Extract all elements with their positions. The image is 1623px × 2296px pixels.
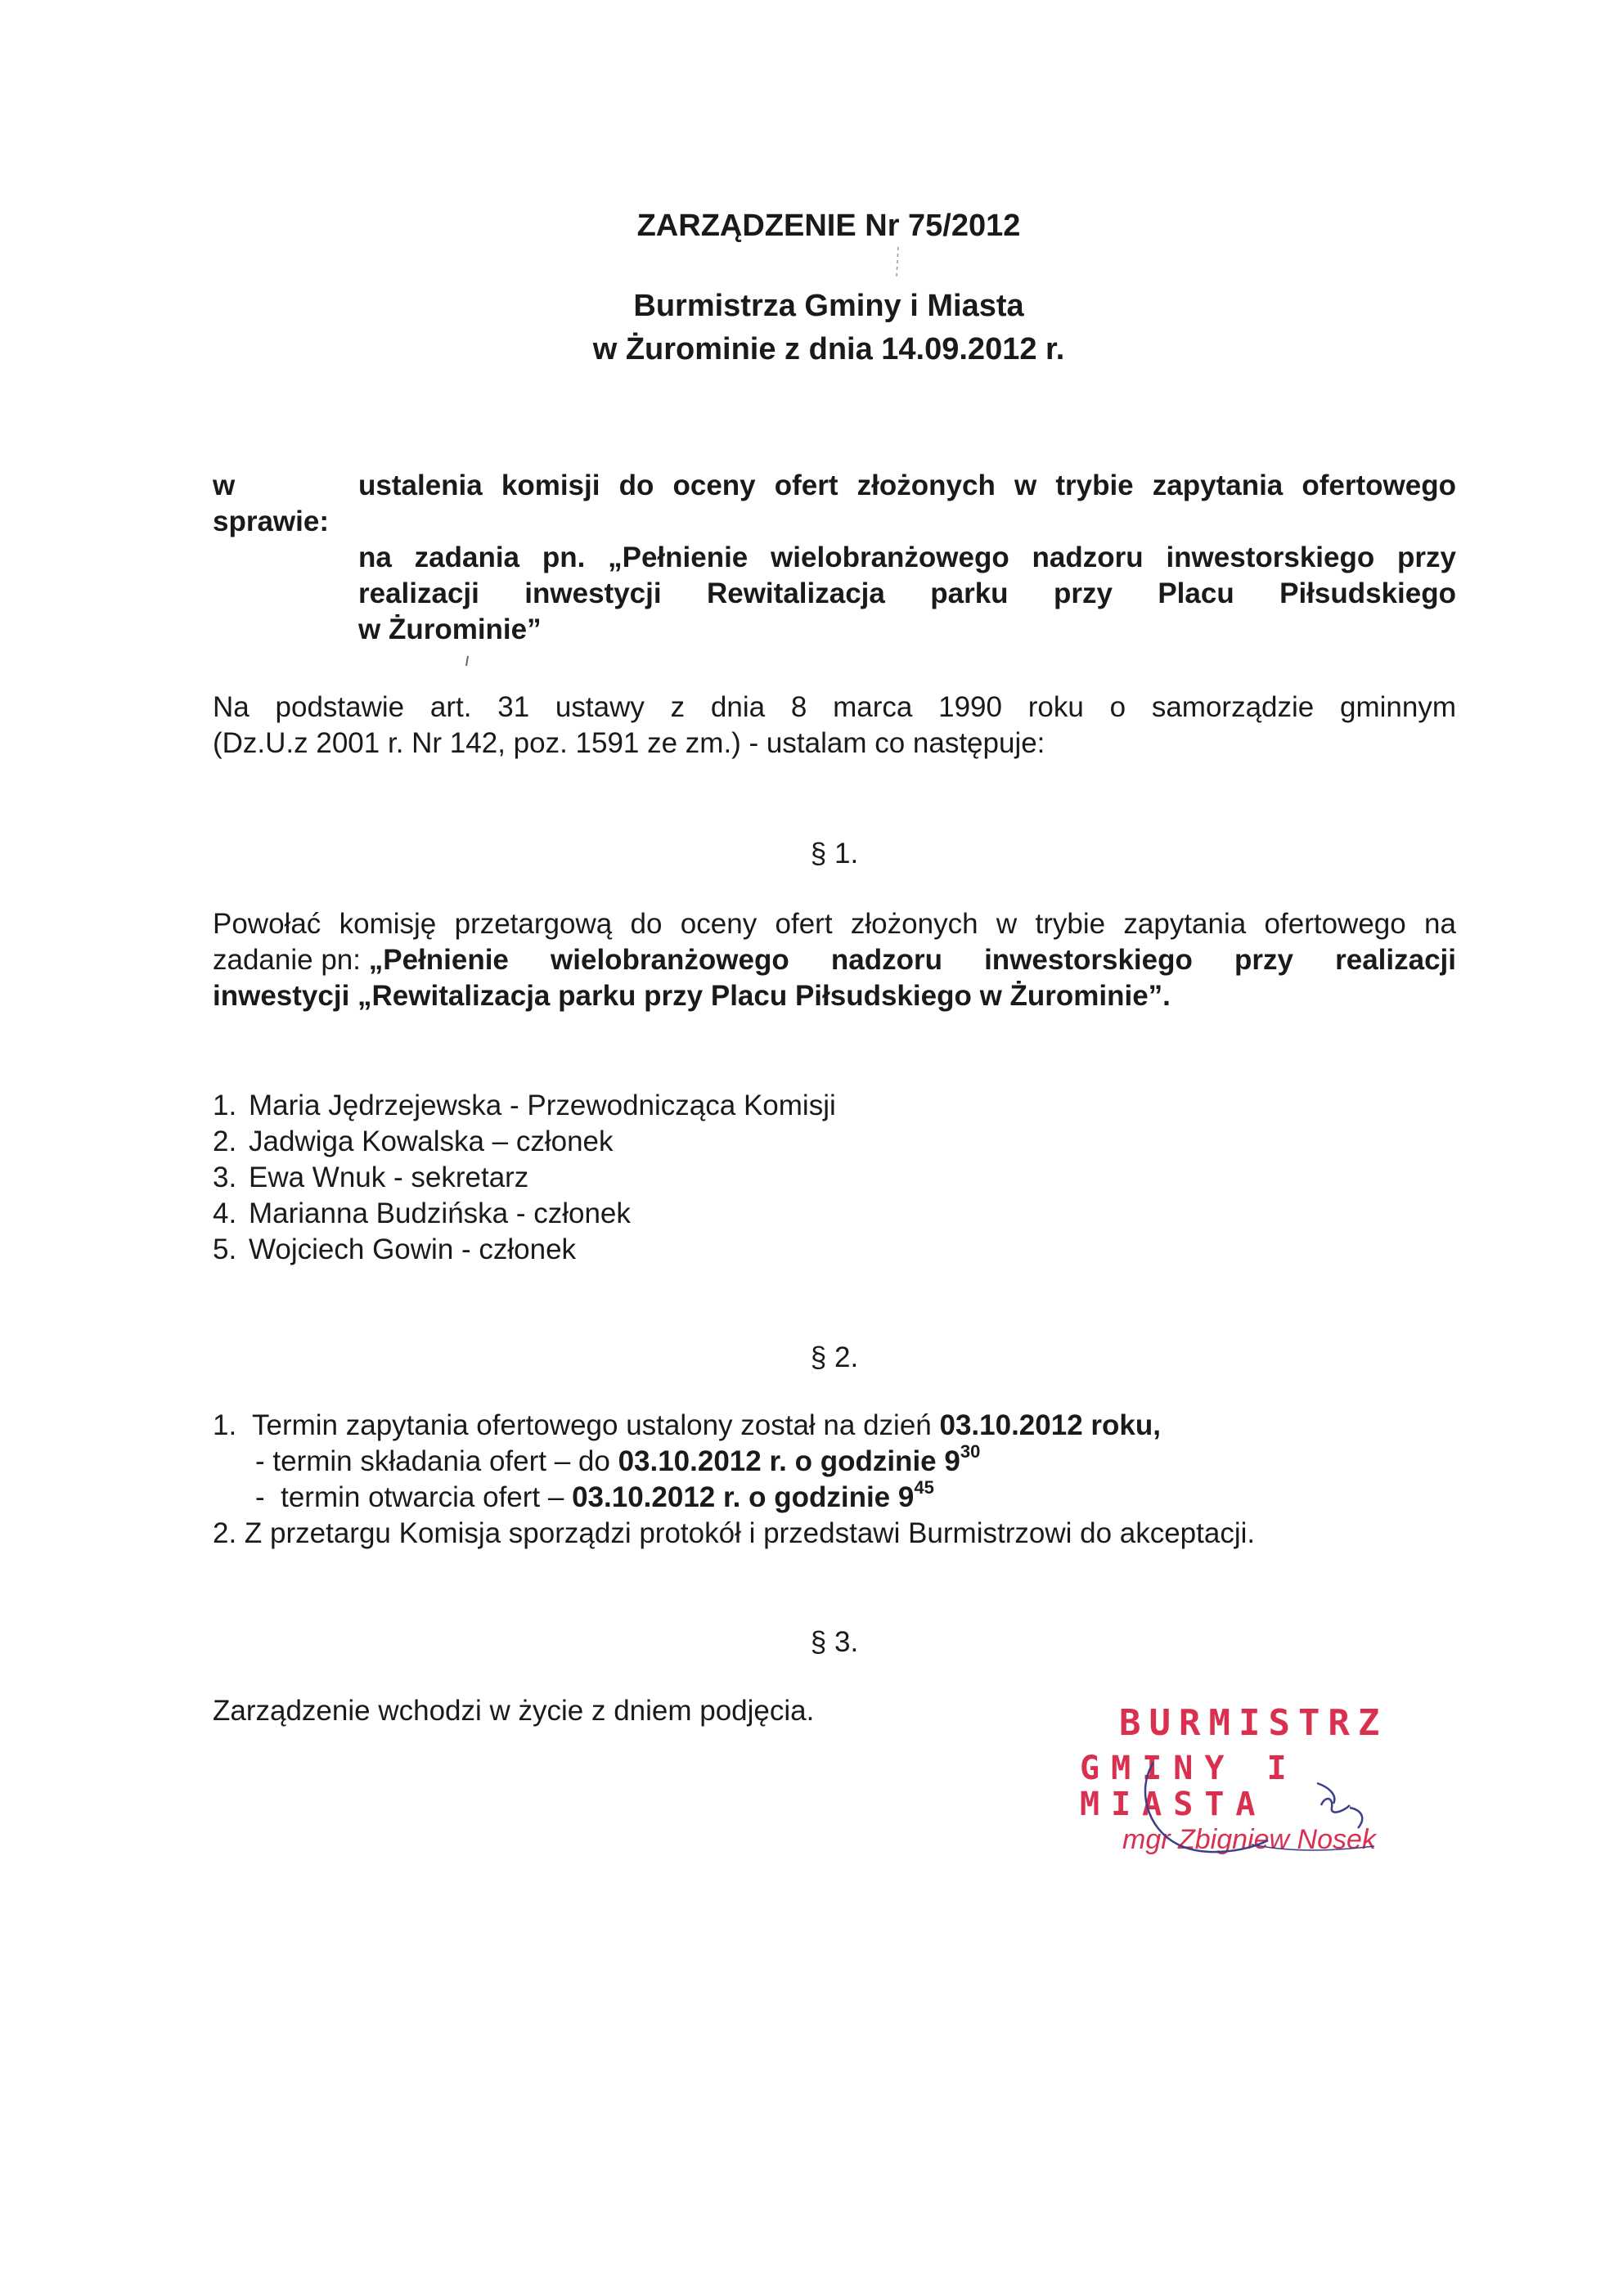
section2-item-1: 1. Termin zapytania ofertowego ustalony został na dzień 03.10.2012 roku, xyxy=(213,1409,1161,1441)
section1-line-bold: „Pełnienie wielobranżowego nadzoru inwestorskiego przy realizacji xyxy=(368,944,1456,976)
place-date-line: w Żurominie z dnia 14.09.2012 r. xyxy=(592,332,1065,366)
list-item: 4. Marianna Budzińska - członek xyxy=(213,1197,631,1229)
list-item: 3. Ewa Wnuk - sekretarz xyxy=(213,1161,529,1193)
subject-label: w sprawie: xyxy=(213,470,329,537)
subject-line: w Żurominie” xyxy=(358,613,542,645)
scan-mark xyxy=(465,654,470,667)
section-heading-2: § 2. xyxy=(810,1341,859,1373)
subject-line: realizacji inwestycji Rewitalizacja parku przy Placu Piłsudskiego xyxy=(358,577,1456,609)
document-title: ZARZĄDZENIE Nr 75/2012 xyxy=(636,209,1021,243)
section1-text xyxy=(213,906,1456,1014)
section-heading-3: § 3. xyxy=(810,1626,859,1658)
list-item: 2. Jadwiga Kowalska – członek xyxy=(213,1126,614,1157)
scan-mark xyxy=(894,245,901,278)
handwritten-signature xyxy=(1129,1738,1391,1861)
list-item: 5. Wojciech Gowin - członek xyxy=(213,1233,577,1265)
stamp-name: mgr Zbigniew Nosek xyxy=(1122,1824,1376,1855)
issuer-line: Burmistrza Gminy i Miasta xyxy=(633,289,1024,323)
section1-line-bold: inwestycji „Rewitalizacja parku przy Placu Piłsudskiego w Żurominie”. xyxy=(213,980,1171,1012)
section3-text: Zarządzenie wchodzi w życie z dniem podjęcia. xyxy=(213,1695,815,1727)
legal-basis-line: Na podstawie art. 31 ustawy z dnia 8 marca 1990 roku o samorządzie gminnym xyxy=(213,691,1456,723)
section2-subitem-2: - termin otwarcia ofert – 03.10.2012 r. o godzinie $9^{45}$ xyxy=(255,1477,934,1513)
committee-members-list xyxy=(213,1088,836,1268)
legal-basis-line: (Dz.U.z 2001 r. Nr 142, poz. 1591 ze zm.) - ustalam co następuje: xyxy=(213,727,1045,759)
section1-line-plain: zadanie pn: xyxy=(213,944,369,976)
legal-basis xyxy=(213,690,1456,762)
subject-block xyxy=(213,468,1456,648)
stamp-subtitle: GMINY I MIASTA xyxy=(1080,1750,1298,1823)
subject-line: ustalenia komisji do oceny ofert złożonych w trybie zapytania ofertowego xyxy=(358,470,1456,501)
section1-line: Powołać komisję przetargową do oceny ofert złożonych w trybie zapytania ofertowego na xyxy=(213,908,1456,940)
stamp-title: BURMISTRZ xyxy=(1119,1702,1388,1744)
section2-subitem-1: - termin składania ofert – do 03.10.2012 r. o godzinie $9^{30}$ xyxy=(255,1441,981,1477)
list-item: 1. Maria Jędrzejewska - Przewodnicząca Komisji xyxy=(213,1090,836,1121)
official-stamp xyxy=(1080,1702,1489,1869)
subject-line: na zadania pn. „Pełnienie wielobranżowego nadzoru inwestorskiego przy xyxy=(358,541,1456,573)
section2-items xyxy=(213,1408,1489,1552)
section1-line xyxy=(213,942,1456,978)
section2-item-2: 2. Z przetargu Komisja sporządzi protokół i przedstawi Burmistrzowi do akceptacji. xyxy=(213,1517,1256,1549)
section-heading-1: § 1. xyxy=(810,838,859,869)
